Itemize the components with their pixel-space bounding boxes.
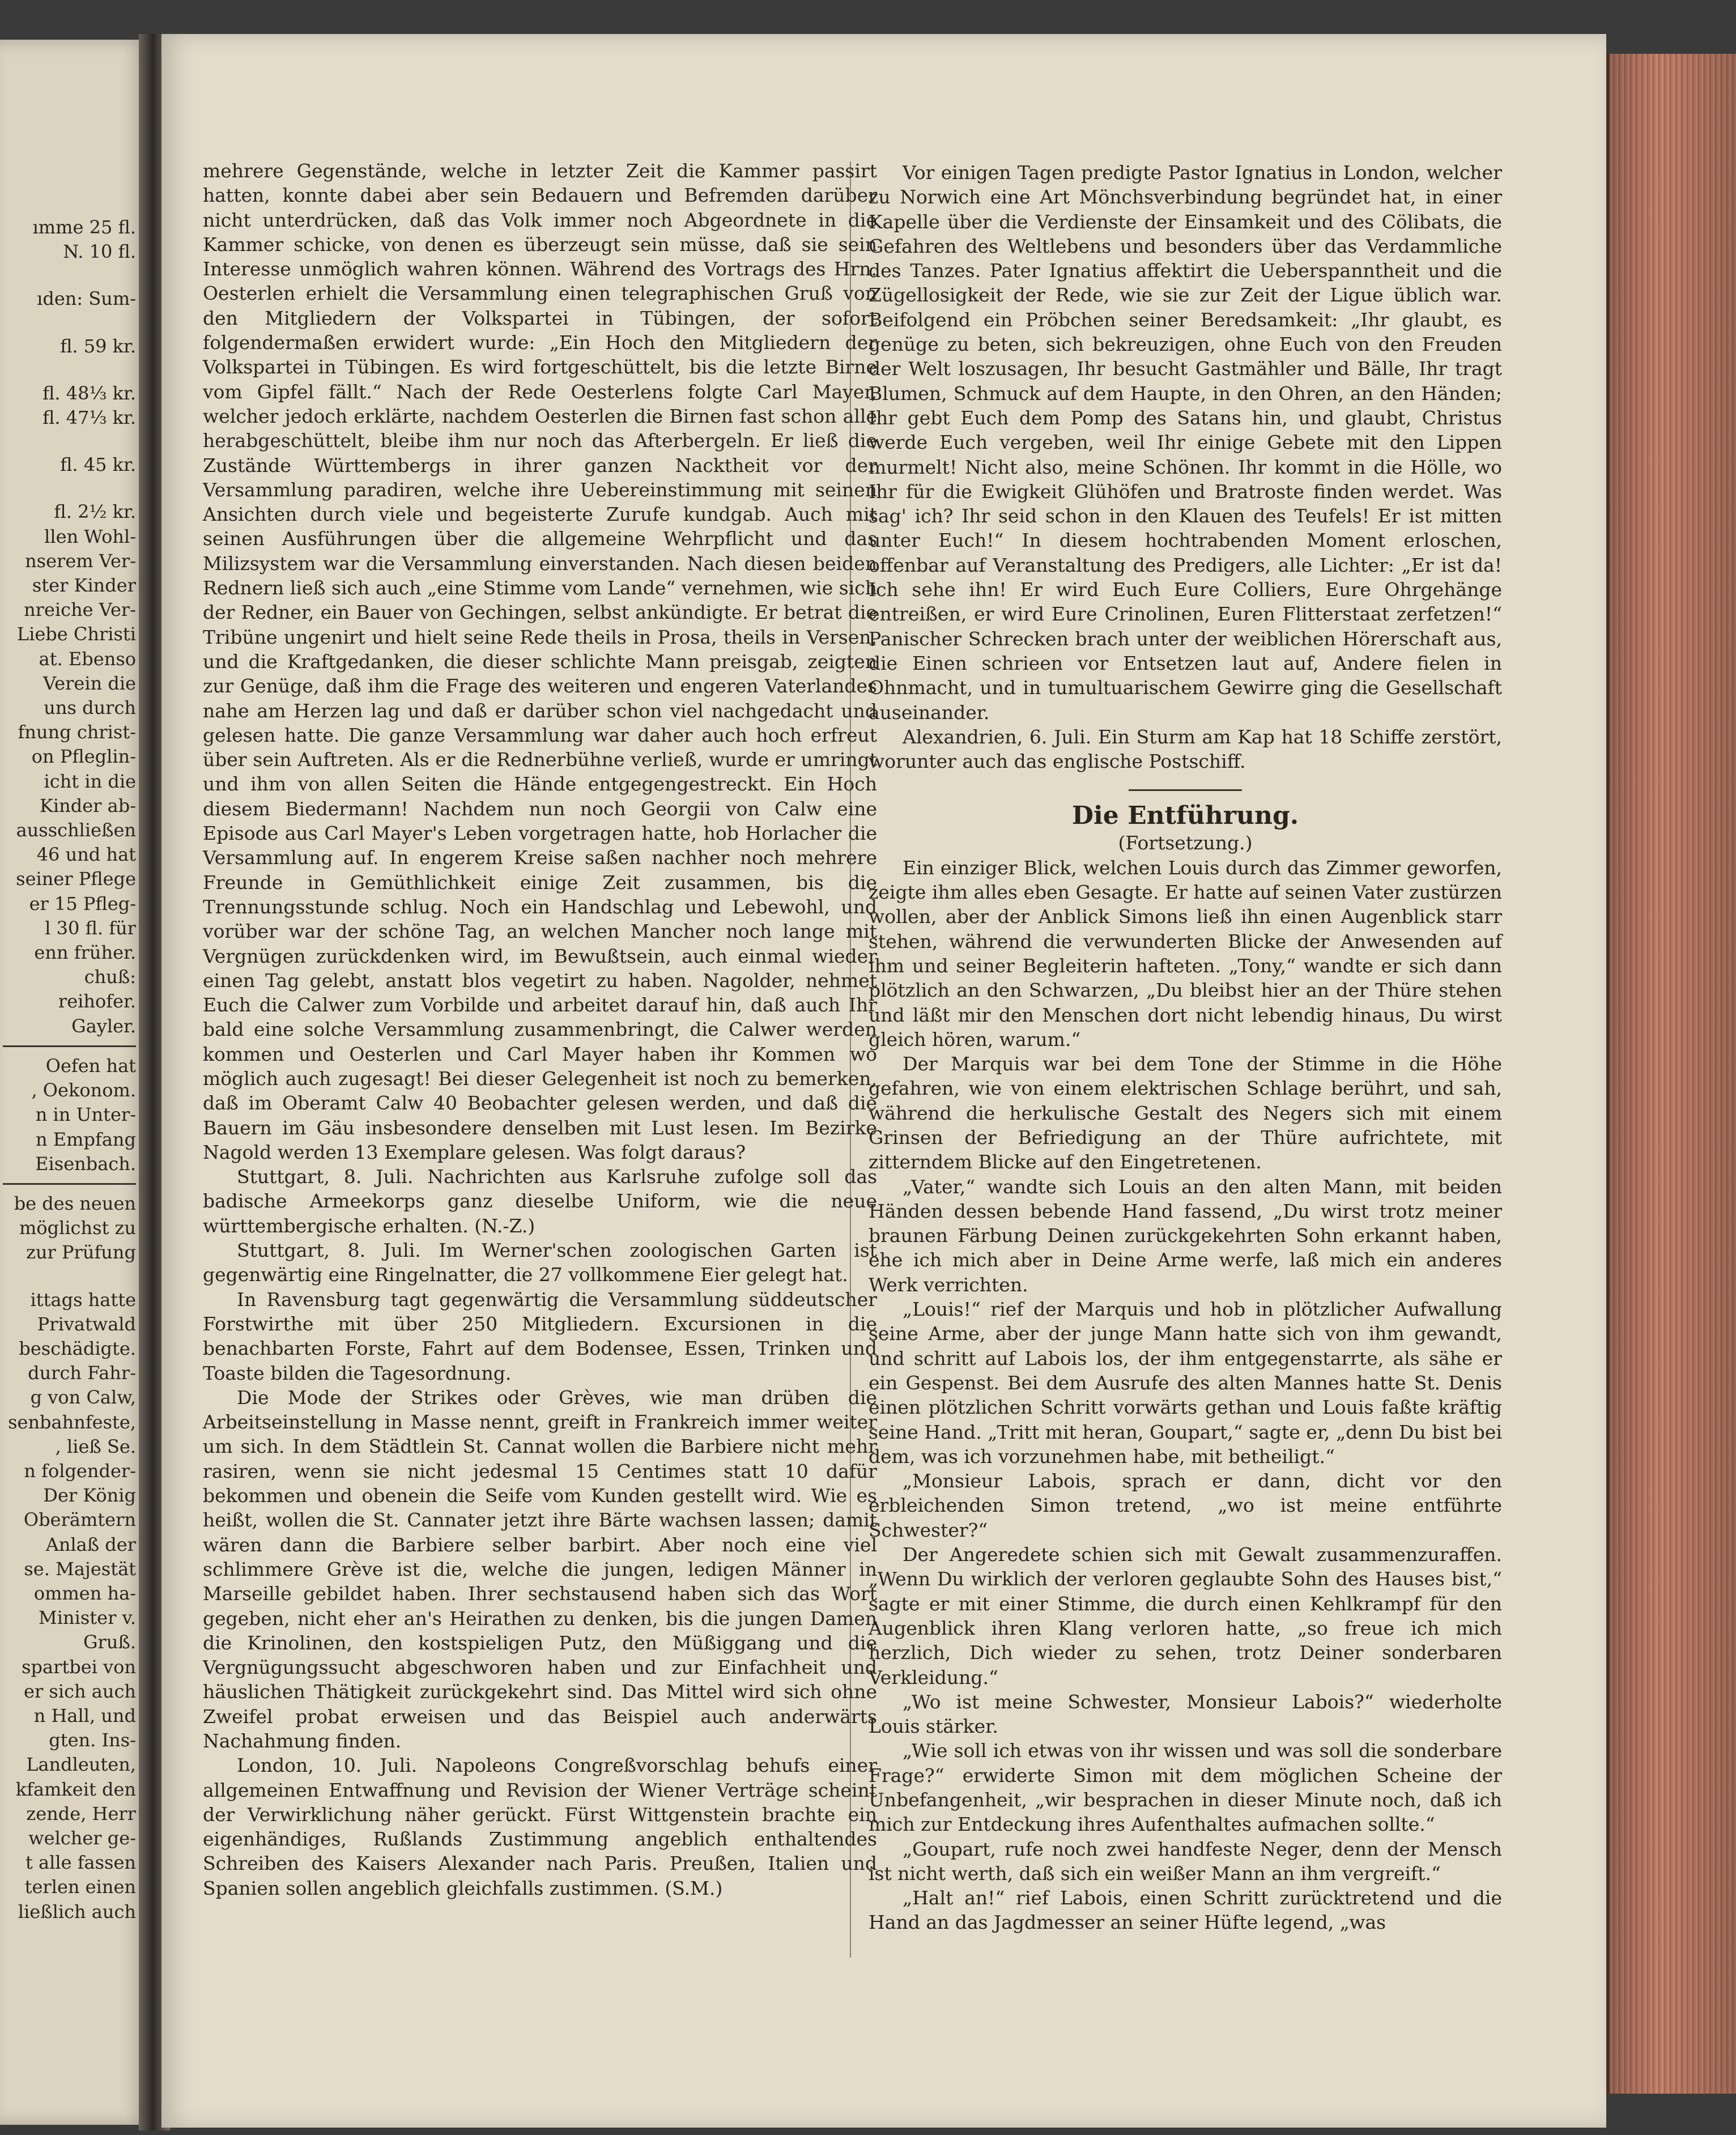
news-item-london: London, 10. Juli. Napoleons Congreßvorschlag behufs einer allgemeinen Entwaffnung und Revision der Wiener Verträge scheint der Verwirklichung näher gerückt. Fürst Wittgenstein brachte ein eigenhändiges, Rußlands Zustimmung angeblich enthaltendes Schreiben des Kaisers Alexander nach Paris. Preußen, Italien und Spanien sollen angeblich gleichfalls zustimmen. (S.M.) bbox=[203, 1754, 877, 1899]
story-paragraph: „Monsieur Labois, sprach er dann, dicht vor den erbleichenden Simon tretend, „wo ist meine entführte Schwester?“ bbox=[869, 1470, 1502, 1541]
left-line: ster Kinder bbox=[32, 575, 136, 597]
left-line: zur Prüfung bbox=[26, 1241, 136, 1264]
left-line: ausschließen bbox=[16, 819, 136, 841]
article-calw-assembly: mehrere Gegenstände, welche in letzter Zeit die Kammer passirt hatten, konnte dabei aber sein Bedauern und Befremden darüber nicht unterdrücken, daß das Volk immer noch Abgeordnete in die Kammer schicke, von denen es überzeugt sein müsse, daß sie sein Interesse unmöglich wahren können. Während des Vortrags des Hrn. Oesterlen erhielt die Versammlung einen telegraphischen Gruß von den Mitgliedern der Volkspartei in Tübingen, der sofort folgendermaßen erwidert wurde: „Ein Hoch den Mitgliedern der Volkspartei in Tübingen. Es wird fortgeschüttelt, bis die letzte Birne vom Gipfel fällt.“ Nach der Rede Oesterlens folgte Carl Mayer, welcher jedoch erklärte, nachdem Oesterlen die Birnen fast schon alle herabgeschüttelt, bleibe ihm nur noch das Afterbergeln. Er ließ die Zustände Württembergs in ihrer ganzen Nacktheit vor der Versammlung paradiren, welche ihre Uebereinstimmung mit seinen Ansichten durch viele und begeisterte Zurufe kundgab. Auch mit seinen Ausführungen über die allgemeine Wehrpflicht und das Milizsystem war die Versammlung einverstanden. Nach diesen beiden Rednern ließ sich auch „eine Stimme vom Lande“ vernehmen, wie sich der Redner, ein Bauer von Gechingen, selbst ankündigte. Er betrat die Tribüne ungenirt und hielt seine Rede theils in Prosa, theils in Versen, und die Kraftgedanken, die dieser schlichte Mann preisgab, zeigten zur Genüge, daß ihm die Frage des weiteren und engeren Vaterlandes nahe am Herzen lag und daß er darüber schon viel nachgedacht und gelesen hatte. Die ganze Versammlung war daher auch hoch erfreut über sein Auftreten. Als er die Rednerbühne verließ, wurde er umringt und ihm von allen Seiten die Hände entgegengestreckt. Ein Hoch diesem Biedermann! Nachdem nun noch Georgii von Calw eine Episode aus Carl Mayer's Leben vorgetragen hatte, hob Horlacher die Versammlung auf. In engerem Kreise saßen nachher noch mehrere Freunde in Gemüthlichkeit einige Zeit zusammen, bis die Trennungsstunde schlug. Noch ein Handschlag und Lebewohl, und vorüber war der schöne Tag, an welchen Mancher noch lange mit Vergnügen zurückdenken wird, im Bewußtsein, auch einmal wieder einen Tag gelebt, anstatt blos vegetirt zu haben. Nagolder, nehmet Euch die Calwer zum Vorbilde und arbeitet darauf hin, daß auch Ihr bald eine solche Versammlung zusammenbringt, die Calwer werden kommen und Oesterlen und Carl Mayer haben ihr Kommen wo möglich auch zugesagt! Bei dieser Gelegenheit ist noch zu bemerken, daß im Oberamt Calw 40 Beobachter gelesen werden, und daß die Bauern im Gäu insbesondere denselben mit Lust lesen. Im Bezirke Nagold werden 13 Exemplare gelesen. Was folgt daraus? bbox=[203, 160, 877, 1163]
left-line: ließlich auch bbox=[18, 1900, 136, 1923]
left-line: enn früher. bbox=[34, 942, 136, 964]
left-line: nserem Ver- bbox=[25, 550, 136, 572]
left-line: t alle fassen bbox=[25, 1852, 136, 1874]
left-line: se. Majestät bbox=[24, 1558, 136, 1580]
left-line: seiner Pflege bbox=[16, 868, 136, 890]
news-item-ravensburg: In Ravensburg tagt gegenwärtig die Versammlung süddeutscher Forstwirthe mit über 250 Mitgliedern. Excursionen in die benachbarten Forste, Fahrt auf dem Bodensee, Essen, Trinken und Toaste bilden die Tagesordnung. bbox=[203, 1288, 877, 1384]
left-line: er sich auch bbox=[24, 1680, 136, 1702]
left-line: nreiche Ver- bbox=[24, 599, 136, 621]
left-line: ommen ha- bbox=[33, 1582, 136, 1604]
left-line: welcher ge- bbox=[28, 1827, 136, 1849]
news-item-greves: Die Mode der Strikes oder Grèves, wie man drüben die Arbeitseinstellung in Masse nennt, greift in Frankreich immer weiter um sich. In dem Städtlein St. Cannat wollen die Barbiere nicht mehr rasiren, wenn sie nicht jedesmal 15 Centimes statt 10 dafür bekommen und obenein die Seife vom Kunden gestellt wird. Wie es heißt, wollen die St. Cannater jetzt ihre Bärte wachsen lassen; damit wären dann die Barbiere selber barbirt. Aber noch eine viel schlimmere Grève ist die, welche die jungen, ledigen Männer in Marseille gebildet haben. Ihrer sechstausend haben sich das Wort gegeben, nicht eher an's Heirathen zu denken, bis die jungen Damen die Krinolinen, den kostspieligen Putz, den Müßiggang und die Vergnügungssucht abgeschworen haben und zur Einfachheit und häuslichen Thätigkeit zurückgekehrt sind. Das Mittel wird sich ohne Zweifel probat erweisen und das Beispiel auch anderwärts Nachahmung finden. bbox=[203, 1386, 877, 1752]
left-line: 46 und hat bbox=[36, 844, 136, 866]
left-line: Gayler. bbox=[71, 1015, 136, 1037]
left-divider bbox=[3, 1183, 136, 1185]
left-line: Der König bbox=[43, 1485, 136, 1507]
left-line: Minister v. bbox=[39, 1607, 136, 1629]
left-line: Oberämtern bbox=[23, 1509, 136, 1531]
story-paragraph: Ein einziger Blick, welchen Louis durch das Zimmer geworfen, zeigte ihm alles eben Gesagte. Er hatte auf seinen Vater zustürzen wollen, aber der Anblick Simons ließ ihn einen Augenblick starr stehen, während die verwunderten Blicke der Anwesenden auf ihm und seiner Begleiterin hafteten. „Tony,“ wandte er sich dann plötzlich an den Schwarzen, „Du bleibst hier an der Thüre stehen und läßt mir den Menschen dort nicht lebendig hinaus, Du wirst gleich hören, warum.“ bbox=[869, 856, 1502, 1051]
left-line: Verein die bbox=[42, 672, 136, 694]
left-line: be des neuen bbox=[14, 1192, 136, 1214]
left-line: Landleuten, bbox=[26, 1754, 136, 1776]
left-line: ıden: Sum- bbox=[37, 288, 136, 310]
column-left bbox=[203, 159, 877, 1900]
left-line: l 30 fl. für bbox=[45, 917, 136, 939]
section-divider bbox=[1129, 789, 1242, 791]
left-line: senbahnfeste, bbox=[8, 1411, 136, 1433]
news-item-alexandrien: Alexandrien, 6. Juli. Ein Sturm am Kap hat 18 Schiffe zerstört, worunter auch das englische Postschiff. bbox=[869, 725, 1502, 773]
left-line: llen Wohl- bbox=[44, 525, 136, 547]
left-line: icht in die bbox=[44, 770, 136, 792]
story-paragraph: „Halt an!“ rief Labois, einen Schritt zurücktretend und die Hand an das Jagdmesser an seiner Hüfte legend, „was bbox=[869, 1887, 1502, 1934]
left-line: Oefen hat bbox=[45, 1054, 136, 1077]
story-paragraph: „Wo ist meine Schwester, Monsieur Labois?“ wiederholte Louis stärker. bbox=[869, 1690, 1502, 1738]
left-line: g von Calw, bbox=[30, 1387, 136, 1409]
left-facing-page bbox=[0, 40, 147, 2125]
left-line: chuß: bbox=[84, 966, 136, 988]
left-line: n Hall, und bbox=[33, 1704, 136, 1726]
left-line: at. Ebenso bbox=[39, 648, 136, 670]
left-line: Anlaß der bbox=[45, 1533, 136, 1555]
left-line: zende, Herr bbox=[26, 1802, 136, 1824]
left-line: N. 10 fl. bbox=[63, 241, 136, 263]
story-paragraph: „Wie soll ich etwas von ihr wissen und was soll die sonderbare Frage?“ erwiderte Simon mit dem möglichen Scheine der Unbefangenheit, „wir besprachen in dieser Minute noch, daß ich mich zur Entdeckung ihres Aufenthaltes aufmachen sollte.“ bbox=[869, 1740, 1502, 1836]
left-line: spartbei von bbox=[22, 1656, 136, 1678]
left-line: reihofer. bbox=[58, 990, 136, 1013]
left-line: er 15 Pfleg- bbox=[29, 892, 136, 915]
left-line: fl. 59 kr. bbox=[60, 335, 136, 357]
story-paragraph: Der Angeredete schien sich mit Gewalt zusammenzuraffen. „Wenn Du wirklich der verloren geglaubte Sohn des Hauses bist,“ sagte er mit einer Stimme, die durch einen Kehlkrampf für den Augenblick ihren Klang verloren hatte, „so freue ich mich herzlich, Dich wieder zu sehen, trotz Deiner sonderbaren Verkleidung.“ bbox=[869, 1543, 1502, 1689]
left-line: fl. 47⅓ kr. bbox=[42, 407, 136, 429]
left-line: terlen einen bbox=[24, 1876, 136, 1898]
left-line: fl. 48⅓ kr. bbox=[42, 382, 136, 404]
story-paragraph: „Vater,“ wandte sich Louis an den alten Mann, mit beiden Händen dessen bebende Hand fassend, „Du wirst trotz meiner braunen Färbung Deinen zurückgekehrten Sohn erkannt haben, ehe ich mich aber in Deine Arme werfe, laß mich ein anderes Werk verrichten. bbox=[869, 1175, 1502, 1296]
left-line: n Empfang bbox=[36, 1128, 136, 1150]
left-line: , ließ Se. bbox=[55, 1435, 136, 1457]
left-line: fl. 45 kr. bbox=[60, 454, 136, 476]
left-line: gten. Ins- bbox=[49, 1729, 136, 1751]
news-item-ignatius: Vor einigen Tagen predigte Pastor Ignatius in London, welcher zu Norwich eine Art Mönchsverbindung begründet hat, in einer Kapelle über die Verdienste der Einsamkeit und des Cölibats, die Gefahren des Weltlebens und besonders über das Verdammliche des Tanzes. Pater Ignatius affektirt die Ueberspanntheit und die Zügellosigkeit der Rede, wie sie zur Zeit der Ligue üblich war. Beifolgend ein Pröbchen seiner Beredsamkeit: „Ihr glaubt, es genüge zu beten, sich bekreuzigen, ohne Euch von den Freuden der Welt loszusagen, Ihr besucht Gastmähler und Bälle, Ihr tragt Blumen, Schmuck auf dem Haupte, in den Ohren, an den Händen; Ihr gebt Euch dem Pomp des Satans hin, und glaubt, Christus werde Euch vergeben, weil Ihr einige Gebete mit den Lippen murmelt! Nicht also, meine Schönen. Ihr kommt in die Hölle, wo Ihr für die Ewigkeit Glühöfen und Bratroste finden werdet. Was sag' ich? Ihr seid schon in den Klauen des Teufels! Er ist mitten unter Euch!“ In diesem hochtrabenden Moment erloschen, offenbar auf Veranstaltung des Predigers, alle Lichter: „Er ist da! Ich sehe ihn! Er wird Euch Eure Colliers, Eure Ohrgehänge entreißen, er wird Eure Crinolinen, Euren Flitterstaat zerfetzen!“ Panischer Schrecken brach unter der weiblichen Hörerschaft aus, die Einen schrieen vor Entsetzen laut auf, Andere fielen in Ohnmacht, und in tumultuarischem Gewirre ging die Gesellschaft auseinander. bbox=[869, 161, 1502, 724]
left-line: n in Unter- bbox=[35, 1104, 136, 1126]
left-line: durch Fahr- bbox=[28, 1362, 136, 1384]
story-title: Die Entführung. bbox=[1071, 801, 1299, 831]
left-line: kfamkeit den bbox=[15, 1778, 136, 1800]
page-edge-shadow bbox=[1606, 54, 1736, 2094]
column-right bbox=[869, 160, 1502, 1935]
story-paragraph: „Goupart, rufe noch zwei handfeste Neger, denn der Mensch ist nicht werth, daß sich ein weißer Mann an ihm vergreift.“ bbox=[869, 1838, 1502, 1885]
left-divider bbox=[3, 1045, 136, 1047]
story-paragraph: Der Marquis war bei dem Tone der Stimme in die Höhe gefahren, wie von einem elektrischen Schlage berührt, und sah, während die herkulische Gestalt des Negers sich mit einem Grinsen der Befriedigung an der Thüre aufrichtete, mit zitterndem Blicke auf den Eingetretenen. bbox=[869, 1053, 1502, 1173]
left-line: Eisenbach. bbox=[35, 1152, 136, 1175]
left-line: uns durch bbox=[44, 697, 136, 719]
left-line: n folgender- bbox=[24, 1460, 136, 1482]
left-line: möglichst zu bbox=[19, 1217, 136, 1239]
left-line: ımme 25 fl. bbox=[32, 216, 136, 238]
left-line: fnung christ- bbox=[18, 721, 136, 743]
left-line: Gruß. bbox=[83, 1631, 136, 1653]
left-line: Liebe Christi bbox=[16, 623, 136, 645]
left-line: , Oekonom. bbox=[31, 1079, 136, 1101]
left-line: ittags hatte bbox=[30, 1288, 136, 1311]
story-paragraph: „Louis!“ rief der Marquis und hob in plötzlicher Aufwallung seine Arme, aber der junge Mann hatte sich von ihm gewandt, und schritt auf Labois los, der ihm entgegenstarrte, als sähe er ein Gespenst. Bei dem Ausrufe des alten Mannes hatte St. Denis einen plötzlichen Schritt vorwärts gethan und Louis faßte kräftig seine Hand. „Tritt mit heran, Goupart,“ sagte er, „denn Du bist bei dem, was ich vorzunehmen habe, mit betheiligt.“ bbox=[869, 1298, 1502, 1468]
news-item-stuttgart-zoo: Stuttgart, 8. Juli. Im Werner'schen zoologischen Garten ist gegenwärtig eine Ringelnatter, die 27 vollkommene Eier gelegt hat. bbox=[203, 1239, 877, 1286]
story-subtitle: (Fortsetzung.) bbox=[1118, 832, 1253, 854]
left-line: Privatwald bbox=[37, 1313, 136, 1335]
news-item-stuttgart-uniform: Stuttgart, 8. Juli. Nachrichten aus Karlsruhe zufolge soll das badische Armeekorps ganz dieselbe Uniform, wie die neue württembergische erhalten. (N.-Z.) bbox=[203, 1166, 877, 1237]
left-line: fl. 2½ kr. bbox=[54, 501, 136, 523]
left-line: on Pfleglin- bbox=[31, 746, 136, 768]
left-line: Kinder ab- bbox=[39, 794, 136, 816]
left-page-column bbox=[3, 215, 136, 1924]
left-line: beschädigte. bbox=[19, 1337, 136, 1359]
